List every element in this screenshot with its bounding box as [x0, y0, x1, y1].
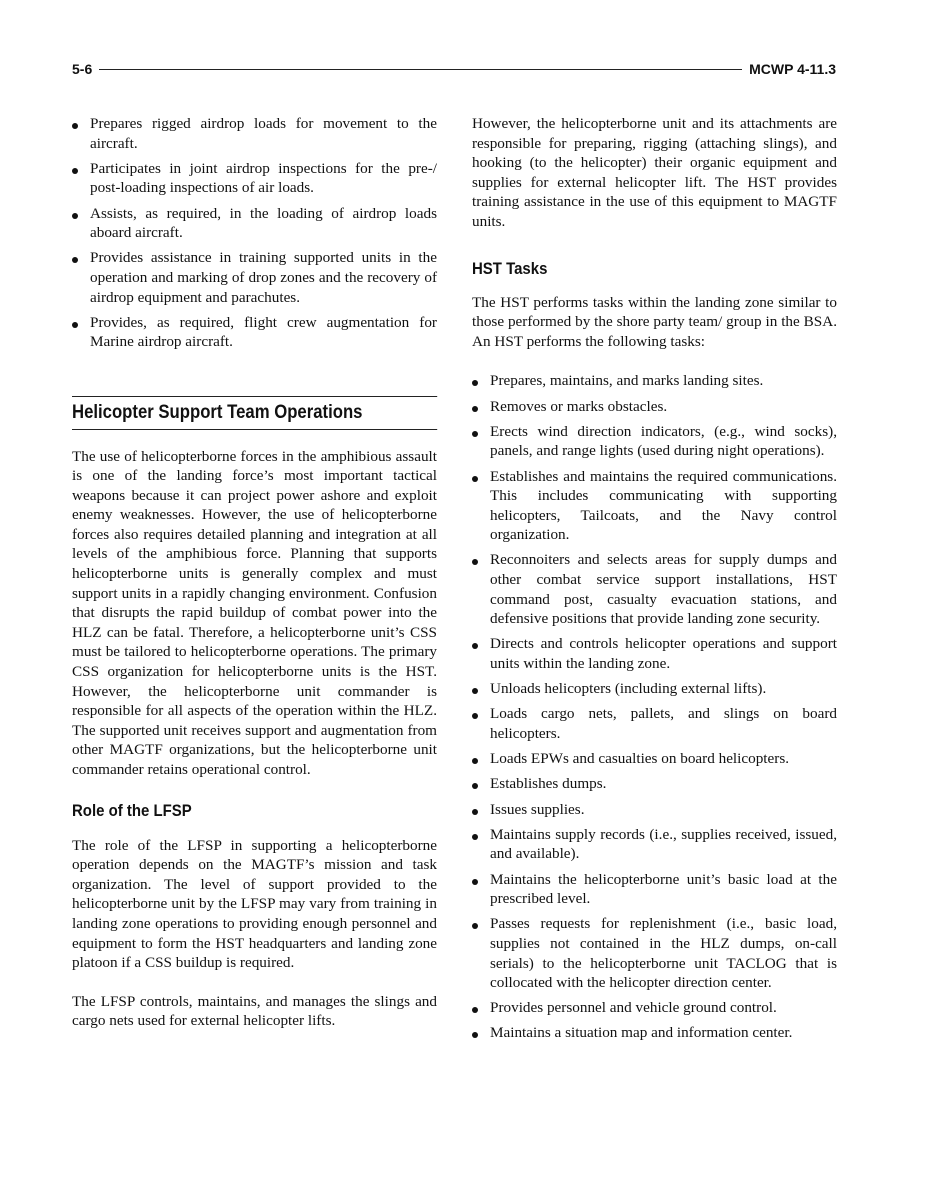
subsection-title-hst-tasks: HST Tasks [472, 258, 548, 278]
role-lfsp-paragraph: The role of the LFSP in supporting a helicopterborne operation depends on the MAGTF’s mission and task organization. The level of support provided to the helicopterborne unit by the LFSP may vary from training in landing zone operations to providing enough personnel and equipment to form the HST headquarters and landing zone platoon if a CSS buildup is required. [72, 836, 437, 972]
airdrop-duties-list [72, 114, 437, 352]
left-column [72, 114, 437, 1031]
subsection-title-role-lfsp: Role of the LFSP [72, 800, 192, 820]
list-item: Maintains supply records (i.e., supplies received, issued, and available). [472, 825, 837, 864]
list-item: Prepares, maintains, and marks landing sites. [472, 371, 837, 391]
list-item: Passes requests for replenishment (i.e., basic load, supplies not contained in the HLZ dumps, on-call serials) to the helicopterborne unit TACLOG that is collocated with the helicopter direction center. [472, 914, 837, 992]
page-number: 5-6 [72, 61, 93, 77]
right-column [472, 114, 837, 1049]
list-item: Assists, as required, in the loading of airdrop loads aboard aircraft. [72, 204, 437, 243]
list-item: Prepares rigged airdrop loads for movement to the aircraft. [72, 114, 437, 153]
document-id: MCWP 4-11.3 [749, 61, 836, 77]
list-item: Participates in joint airdrop inspections for the pre-/ post-loading inspections of air loads. [72, 159, 437, 198]
lfsp-slings-paragraph: The LFSP controls, maintains, and manages the slings and cargo nets used for external helicopter lifts. [72, 992, 437, 1030]
list-item: Erects wind direction indicators, (e.g., wind socks), panels, and range lights (used during night operations). [472, 422, 837, 461]
list-item: Provides, as required, flight crew augmentation for Marine airdrop aircraft. [72, 313, 437, 352]
list-item: Reconnoiters and selects areas for supply dumps and other combat service support installations, HST command post, casualty evacuation stations, and defensive positions that provide landing zone security. [472, 550, 837, 628]
list-item: Provides assistance in training supported units in the operation and marking of drop zones and the recovery of airdrop equipment and parachutes. [72, 248, 437, 307]
list-item: Issues supplies. [472, 800, 837, 820]
list-item: Loads EPWs and casualties on board helicopters. [472, 749, 837, 769]
section-title-hst-operations: Helicopter Support Team Operations [72, 396, 437, 430]
list-item: Unloads helicopters (including external lifts). [472, 679, 837, 699]
list-item: Maintains a situation map and information center. [472, 1023, 837, 1043]
list-item: Removes or marks obstacles. [472, 397, 837, 417]
hst-tasks-list [472, 371, 837, 1043]
list-item: Establishes and maintains the required communications. This includes communicating with supporting helicopters, Tailcoats, and the Navy control organization. [472, 467, 837, 545]
hst-operations-paragraph: The use of helicopterborne forces in the amphibious assault is one of the landing force’s most important tactical weapons because it can project power ashore and exploit enemy weaknesses. However, the use of helicopterborne forces also requires detailed planning and integration at all levels of the amphibious force. Planning that supports helicopterborne units is generally complex and must support units in a rapidly changing environment. Confusion that disrupts the rapid buildup of combat power into the HLZ can be fatal. Therefore, a helicopterborne unit’s CSS must be tailored to helicopterborne operations. The primary CSS organization for helicopterborne units is the HST. However, the helicopterborne unit commander is responsible for all aspects of the operation within the HLZ. The supported unit receives support and augmentation from other MAGTF organizations, but the helicopterborne unit commander retains operational control. [72, 447, 437, 778]
intro-paragraph: However, the helicopterborne unit and its attachments are responsible for preparing, rigging (attaching slings), and hooking (to the helicopter) their organic equipment and supplies for external helicopter lift. The HST provides training assistance in the use of this equipment to MAGTF units. [472, 115, 837, 230]
list-item: Maintains the helicopterborne unit’s basic load at the prescribed level. [472, 870, 837, 909]
header-rule [99, 69, 742, 70]
list-item: Provides personnel and vehicle ground control. [472, 998, 837, 1018]
list-item: Directs and controls helicopter operations and support units within the landing zone. [472, 634, 837, 673]
hst-tasks-paragraph: The HST performs tasks within the landing zone similar to those performed by the shore party team/ group in the BSA. An HST performs the following tasks: [472, 293, 837, 350]
list-item: Loads cargo nets, pallets, and slings on board helicopters. [472, 704, 837, 743]
page-header [72, 59, 836, 79]
list-item: Establishes dumps. [472, 774, 837, 794]
